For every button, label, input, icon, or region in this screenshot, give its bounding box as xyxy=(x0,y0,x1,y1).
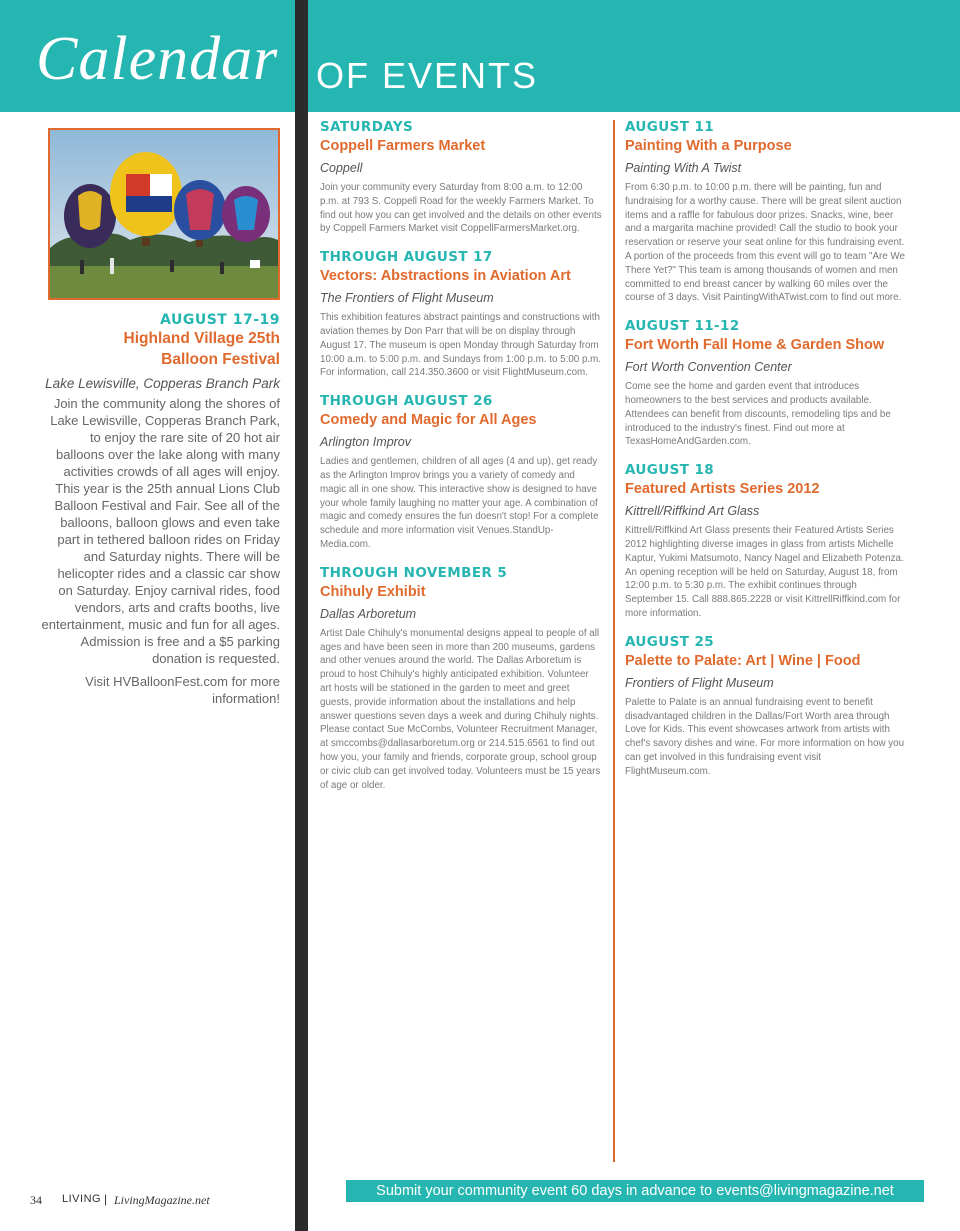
event-title: Comedy and Magic for All Ages xyxy=(320,412,537,429)
event-title: Chihuly Exhibit xyxy=(320,583,426,600)
footer-separator: | xyxy=(104,1192,108,1206)
event-venue: Dallas Arboretum xyxy=(320,606,417,621)
event-item xyxy=(320,248,602,380)
magazine-website[interactable]: LivingMagazine.net xyxy=(114,1193,210,1207)
event-item xyxy=(625,317,905,449)
events-column-1 xyxy=(320,118,602,804)
featured-event-venue: Lake Lewisville, Copperas Branch Park xyxy=(45,376,280,391)
featured-event-date: AUGUST 17-19 xyxy=(160,312,280,328)
event-title: Coppell Farmers Market xyxy=(320,138,486,154)
event-date: SATURDAYS xyxy=(320,119,414,135)
featured-event xyxy=(40,312,280,707)
event-date: AUGUST 11-12 xyxy=(625,318,740,335)
event-item xyxy=(625,118,905,305)
featured-event-title-line2: Balloon Festival xyxy=(161,351,280,368)
event-title: Painting With a Purpose xyxy=(625,138,792,154)
page-title: Calendar xyxy=(36,25,279,93)
vertical-divider xyxy=(295,0,308,1231)
event-description: Join your community every Saturday from 8:00 a.m. to 12:00 p.m. at 793 S. Coppell Road for the weekly Farmers Market. To find out how you can get involved and the details on other events by Coppell Farmers Market visit CoppellFarmersMarket.org. xyxy=(320,182,602,235)
balloon-photo-illustration xyxy=(50,130,278,298)
event-description: Artist Dale Chihuly's monumental designs appeal to people of all ages and have been seen in more than 200 museums, gardens and other venues around the world. The Dallas Arboretum is proud to host Chihuly's highly anticipated exhibition. Volunteer art hosts will be stationed in the garden to meet and greet guests, provide information about the installations and help answer questions seven days a week and during Chihuly nights. Please contact Sue McCombs, Volunteer Recruitment Manager, at smccombs@dallasarboretum.org or 214.515.6561 to find out how you, your family and friends, corporate group, school group or civic club can get involved today. Volunteers must be 15 years of age or older. xyxy=(320,627,601,791)
event-title: Palette to Palate: Art | Wine | Food xyxy=(625,652,861,669)
event-item xyxy=(625,633,905,779)
event-title: Featured Artists Series 2012 xyxy=(625,481,820,498)
event-description: Palette to Palate is an annual fundraising event to benefit disadvantaged children in the Dallas/Fort Worth area through Love for Kids. This event showcases artwork from artists with chef's savory dishes and wine. For more information on how you can get involved in this fundraising event visit FlightMuseum.com. xyxy=(625,696,905,777)
event-venue: Painting With A Twist xyxy=(625,161,742,175)
event-item xyxy=(320,118,602,236)
featured-event-link[interactable]: Visit HVBalloonFest.com for more information! xyxy=(85,674,280,706)
event-title: Fort Worth Fall Home & Garden Show xyxy=(625,337,885,354)
featured-event-description: Join the community along the shores of Lake Lewisville, Copperas Branch Park, to enjoy the rare site of 20 hot air balloons over the lake along with many activities crowds of all ages will enjoy. This year is the 25th annual Lions Club Balloon Festival and Fair. See all of the balloons, balloon glows and even take part in tethered balloon rides on Friday and Saturday nights. There will be helicopter rides and a classic car show on Saturday. Enjoy carnival rides, food vendors, arts and crafts booths, live entertainment, music and fun for all ages. Admission is free and a $5 parking donation is requested. xyxy=(41,396,280,666)
event-description: Come see the home and garden event that introduces homeowners to the best services and products available. Attendees can benefit from discounts, remodeling tips and be introduced to the industry's finest. Find out more at TexasHomeAndGarden.com. xyxy=(625,381,891,448)
submit-event-banner[interactable]: Submit your community event 60 days in advance to events@livingmagazine.net xyxy=(346,1180,924,1202)
event-date: AUGUST 25 xyxy=(625,633,715,650)
page-subtitle: OF EVENTS xyxy=(316,55,539,96)
event-date: THROUGH AUGUST 26 xyxy=(320,393,493,410)
event-description: Ladies and gentlemen, children of all ages (4 and up), get ready as the Arlington Improv brings you a variety of comedy and magic all in one show. This interactive show is designed to have your whole family laughing no matter your age. A combination of magic and comedy ensures the fun doesn't stop! For a complete schedule and more information visit Venues.StandUp-Media.com. xyxy=(320,456,599,550)
event-description: From 6:30 p.m. to 10:00 p.m. there will be painting, fun and fundraising for a worthy cause. There will be great silent auction items and a raffle for fabulous door prizes. Snacks, wine, beer and a margarita machine provided! Call the studio to book your reservation or reserve your seat online for this fundraising event. A portion of the proceeds from this event will go to team "Are We There Yet?" This team is among thousands of women and men committed to end breast cancer by walking 60 miles over the course of 3 days. Visit PaintingWithATwist.com to find out more. xyxy=(625,182,905,304)
column-divider xyxy=(613,120,615,1162)
event-date: THROUGH AUGUST 17 xyxy=(320,249,493,266)
event-item xyxy=(625,461,905,621)
featured-event-title-line1: Highland Village 25th xyxy=(123,330,280,347)
event-date: AUGUST 11 xyxy=(625,119,715,135)
event-venue: The Frontiers of Flight Museum xyxy=(320,291,494,306)
magazine-name: LIVING xyxy=(62,1193,102,1205)
event-venue: Arlington Improv xyxy=(320,435,412,450)
event-venue: Frontiers of Flight Museum xyxy=(625,675,774,690)
event-venue: Fort Worth Convention Center xyxy=(625,360,792,375)
page-number: 34 xyxy=(30,1193,42,1207)
events-column-2 xyxy=(625,118,905,791)
event-venue: Coppell xyxy=(320,161,363,175)
event-date: AUGUST 18 xyxy=(625,462,715,479)
event-venue: Kittrell/Riffkind Art Glass xyxy=(625,504,760,519)
event-date: THROUGH NOVEMBER 5 xyxy=(320,564,508,581)
event-description: This exhibition features abstract paintings and constructions with aviation themes by Don Parr that will be on display through August 17. The museum is open Monday through Saturday from 10:00 a.m. to 5:00 p.m. and Sundays from 1:00 p.m. to 5:00 p.m. For information, call 214.350.3600 or visit FlightMuseum.com. xyxy=(320,312,602,379)
event-description: Kittrell/Riffkind Art Glass presents their Featured Artists Series 2012 highlighting diverse images in glass from artists Michelle Kaptur, Yukimi Matsumoto, Nancy Nagel and Elizabeth Potenza. An opening reception will be held on Saturday, August 18, from 12:00 p.m. to 5:30 p.m. The exhibit continues through September 15. Call 888.865.2228 or visit KittrellRiffkind.com for more information. xyxy=(625,525,904,619)
event-title: Vectors: Abstractions in Aviation Art xyxy=(320,268,571,285)
balloon-festival-photo xyxy=(48,128,280,300)
event-item xyxy=(320,392,602,552)
event-item xyxy=(320,564,602,793)
